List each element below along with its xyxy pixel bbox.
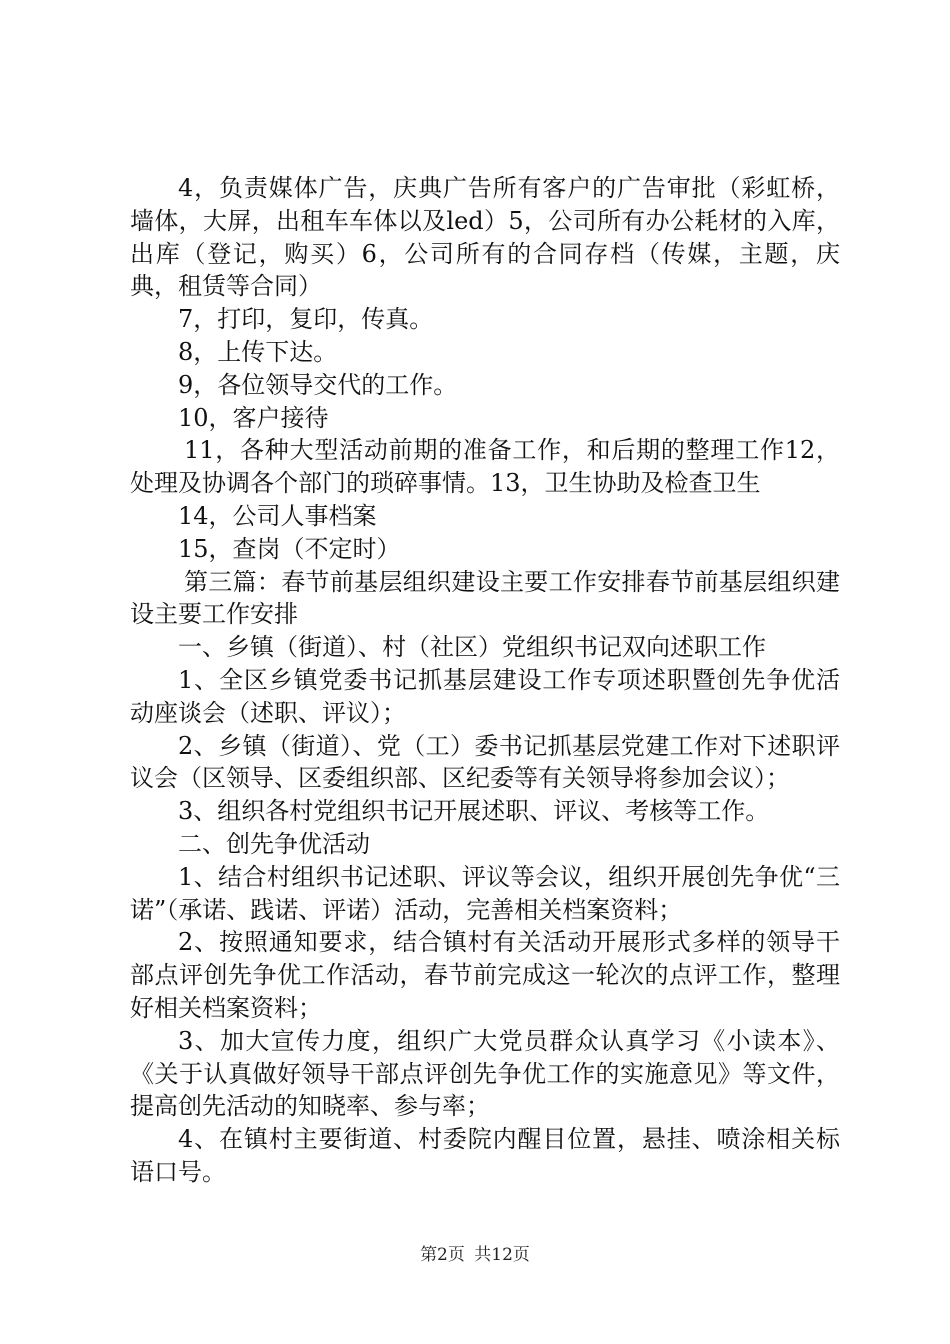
paragraph-item-4-6: 4，负责媒体广告，庆典广告所有客户的广告审批（彩虹桥，墙体，大屏，出租车车体以及led）5，公司所有办公耗材的入库，出库（登记，购买）6，公司所有的合同存档（传媒，主题，庆典，租赁等合同） [130,174,840,301]
list-item-1: 1、全区乡镇党委书记抓基层建设工作专项述职暨创先争优活动座谈会（述职、评议）； [130,665,840,727]
page-number: 第2页 [420,1245,465,1265]
paragraph-item-11-13: 11，各种大型活动前期的准备工作，和后期的整理工作12，处理及协调各个部门的琐碎事情。13，卫生协助及检查卫生 [130,436,840,498]
section-heading-one: 一、乡镇（街道）、村（社区）党组织书记双向述职工作 [178,633,766,662]
section-heading-two: 二、创先争优活动 [178,829,370,858]
list-item-2: 2、按照通知要求，结合镇村有关活动开展形式多样的领导干部点评创先争优工作活动，春节前完成这一轮次的点评工作，整理好相关档案资料； [130,928,840,1022]
paragraph-item-9: 9，各位领导交代的工作。 [178,370,458,399]
paragraph-item-7: 7，打印，复印，传真。 [178,305,434,334]
list-item-4: 4、在镇村主要街道、村委院内醒目位置，悬挂、喷涂相关标语口号。 [130,1125,840,1186]
paragraph-item-14: 14，公司人事档案 [178,501,377,530]
paragraph-item-15: 15，查岗（不定时） [178,534,401,563]
section-heading-part-three: 第三篇：春节前基层组织建设主要工作安排春节前基层组织建设主要工作安排 [130,567,840,629]
page-total: 共12页 [474,1245,530,1265]
list-item-2: 2、乡镇（街道）、党（工）委书记抓基层党建工作对下述职评议会（区领导、区委组织部、区纪委等有关领导将参加会议）； [130,731,840,793]
list-item-3: 3、组织各村党组织书记开展述职、评议、考核等工作。 [178,797,770,826]
list-item-1: 1、结合村组织书记述职、评议等会议，组织开展创先争优“三诺”（承诺、践诺、评诺）活动，完善相关档案资料； [130,862,840,924]
paragraph-item-8: 8，上传下达。 [178,337,338,366]
document-body [130,172,840,1189]
list-item-3: 3、加大宣传力度，组织广大党员群众认真学习《小读本》、《关于认真做好领导干部点评创先争优工作的实施意见》等文件，提高创先活动的知晓率、参与率； [130,1026,840,1121]
paragraph-item-10: 10，客户接待 [178,403,329,432]
page-footer [0,1244,950,1266]
